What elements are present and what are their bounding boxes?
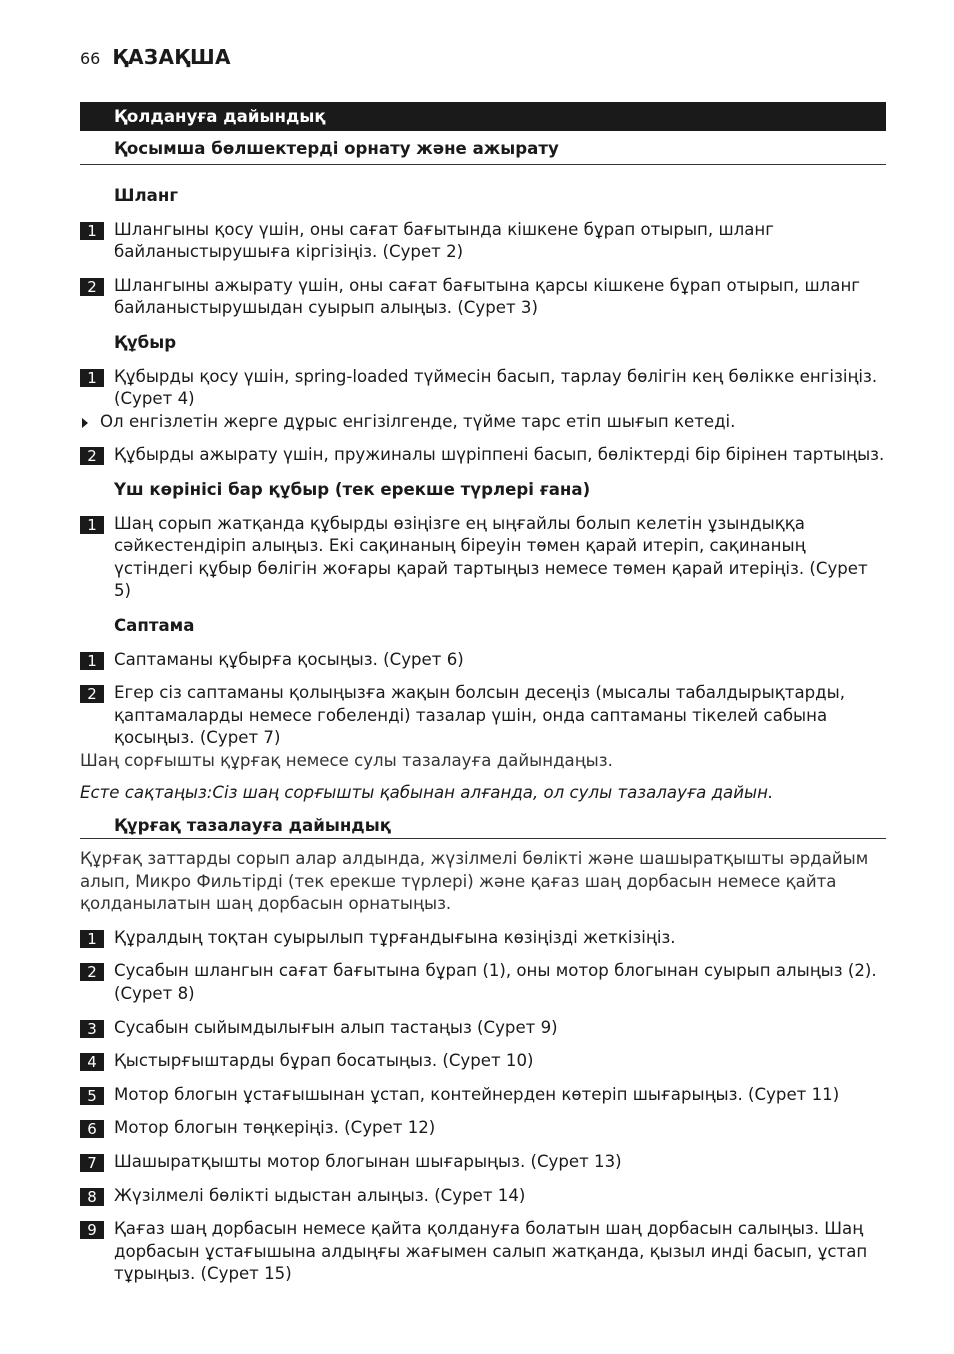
dry-step — [80, 1017, 886, 1040]
dry-cleaning-heading: Құрғақ тазалауға дайындық — [80, 811, 886, 839]
step-number: 2 — [80, 278, 104, 296]
step-text: Шашыратқышты мотор блогынан шығарыңыз. (Сурет 13) — [114, 1152, 622, 1171]
hose-step — [80, 219, 886, 264]
step-text: Қағаз шаң дорбасын немесе қайта қолдануға болатын шаң дорбасын салыңыз. Шаң дорбасын ұстағышына алдыңғы жағымен салып жатқанда, қызыл инді басып, ұстап тұрыңыз. (Сурет 15) — [114, 1219, 868, 1284]
step-number: 2 — [80, 447, 104, 465]
document-body — [80, 102, 886, 1286]
step-text: Саптаманы құбырға қосыңыз. (Сурет 6) — [114, 649, 464, 669]
result-bullet — [80, 411, 886, 434]
step-number: 7 — [80, 1154, 104, 1172]
language-title: ҚАЗАҚША — [112, 45, 231, 69]
step-number: 4 — [80, 1053, 104, 1071]
step-text: Егер сіз саптаманы қолыңызға жақын болсын десеңіз (мысалы табалдырықтарды, қаптамаларды немесе гобеленді) тазалар үшін, онда саптаманы тікелей сабына қосыңыз. (Сурет 7) — [114, 683, 846, 748]
step-text: Шлангыны қосу үшін, оны сағат бағытында кішкене бұрап отырып, шланг байланыстырушыға кіргізіңіз. (Сурет 2) — [114, 219, 774, 262]
remember-note: Есте сақтаңыз:Сіз шаң сорғышты қабынан алғанда, ол сулы тазалауға дайын. — [80, 783, 774, 803]
step-number: 2 — [80, 963, 104, 981]
step-text: Шаң сорып жатқанда құбырды өзіңізге ең ыңғайлы болып келетін ұзындыққа сәйкестендіріп алыңыз. Екі сақинаның біреуін төмен қарай итеріп, сақинаның үстіндегі құбыр бөлігін жоғары қарай тартыңыз немесе төмен қарай итеріңіз. (Сурет 5) — [114, 513, 868, 601]
step-number: 3 — [80, 1020, 104, 1038]
step-number: 2 — [80, 685, 104, 703]
dry-step — [80, 1218, 886, 1286]
step-number: 1 — [80, 652, 104, 670]
hose-heading: Шланг — [114, 186, 178, 205]
dry-cleaning-intro: Құрғақ заттарды сорып алар алдында, жүзілмелі бөлікті және шашыратқышты әрдайым алып, Микро Фильтірді (тек ерекше түрлері) және қағаз шаң дорбасын немесе қайта қолданылатын шаң дорбасын орнатыңыз. — [80, 849, 869, 914]
step-number: 6 — [80, 1120, 104, 1138]
tube-step — [80, 366, 886, 411]
step-number: 1 — [80, 930, 104, 948]
page-header — [80, 46, 231, 71]
dry-step — [80, 960, 886, 1005]
telescopic-heading: Үш көрінісі бар құбыр (тек ерекше түрлері ғана) — [114, 479, 591, 499]
dry-step — [80, 1151, 886, 1174]
step-number: 1 — [80, 516, 104, 534]
step-text: Сусабын шлангын сағат бағытына бұрап (1), оны мотор блогынан суырып алыңыз (2). (Сурет 8) — [114, 961, 877, 1004]
nozzle-heading: Саптама — [114, 615, 195, 635]
step-text: Қыстырғыштарды бұрап босатыңыз. (Сурет 10) — [114, 1051, 534, 1071]
step-text: Құбырды қосу үшін, spring-loaded түймесін басып, тарлау бөлігін кең бөлікке енгізіңіз. (Сурет 4) — [114, 366, 878, 409]
step-number: 8 — [80, 1188, 104, 1206]
subsection-heading: Қосымша бөлшектерді орнату және ажырату — [80, 131, 886, 165]
nozzle-step — [80, 682, 886, 750]
step-number: 1 — [80, 369, 104, 387]
step-number: 5 — [80, 1087, 104, 1105]
section-title-bar: Қолдануға дайындық — [80, 102, 886, 131]
step-text: Мотор блогын төңкеріңіз. (Сурет 12) — [114, 1118, 436, 1138]
page-number: 66 — [80, 49, 101, 68]
hose-step — [80, 275, 886, 320]
step-text: Құбырды ажырату үшін, пружиналы шүріппені басып, бөліктерді бір бірінен тартыңыз. — [114, 445, 885, 465]
dry-step — [80, 1185, 886, 1208]
step-text: Жүзілмелі бөлікті ыдыстан алыңыз. (Сурет 14) — [114, 1185, 526, 1205]
prepare-note: Шаң сорғышты құрғақ немесе сулы тазалауға дайындаңыз. — [80, 750, 613, 770]
bullet-text: Ол енгізлетін жерге дұрыс енгізілгенде, түйме тарс етіп шығып кетеді. — [100, 411, 736, 431]
step-text: Сусабын сыйымдылығын алып тастаңыз (Сурет 9) — [114, 1017, 558, 1037]
step-text: Мотор блогын ұстағышынан ұстап, контейнерден көтеріп шығарыңыз. (Сурет 11) — [114, 1084, 840, 1104]
step-number: 1 — [80, 222, 104, 240]
tube-heading: Құбыр — [114, 332, 177, 352]
tube-step — [80, 444, 886, 467]
dry-step — [80, 1117, 886, 1140]
dry-step — [80, 1084, 886, 1107]
nozzle-step — [80, 649, 886, 672]
dry-step — [80, 927, 886, 950]
triangle-bullet-icon — [82, 418, 88, 428]
telescopic-step — [80, 513, 886, 603]
step-number: 9 — [80, 1221, 104, 1239]
step-text: Шлангыны ажырату үшін, оны сағат бағытына қарсы кішкене бұрап отырып, шланг байланыстырушыдан суырып алыңыз. (Сурет 3) — [114, 275, 861, 318]
step-text: Құралдың тоқтан суырылып тұрғандығына көзіңізді жеткізіңіз. — [114, 927, 676, 947]
dry-step — [80, 1050, 886, 1073]
